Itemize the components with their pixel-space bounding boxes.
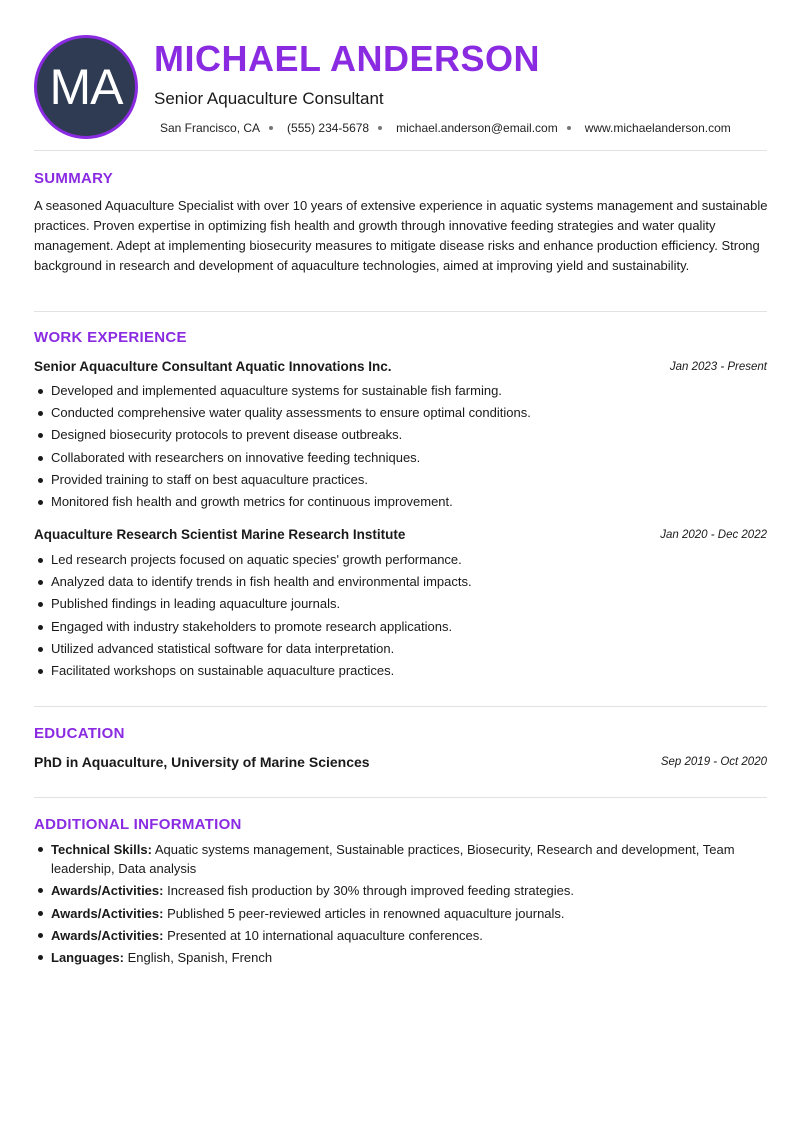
education-heading: EDUCATION bbox=[34, 725, 125, 742]
list-item: Utilized advanced statistical software for data interpretation. bbox=[34, 638, 769, 660]
item-value: Published 5 peer-reviewed articles in renowned aquaculture journals. bbox=[163, 905, 565, 921]
list-item: Monitored fish health and growth metrics for continuous improvement. bbox=[34, 491, 769, 513]
item-key: Awards/Activities: bbox=[51, 883, 164, 899]
separator-dot bbox=[269, 126, 273, 130]
summary-text: A seasoned Aquaculture Specialist with over 10 years of extensive experience in aquatic systems management and sustainable practices. Proven expertise in optimizing fish health and growth through innovative feeding strategies and water quality management. Adept at implementing biosecurity measures to mitigate disease risks and enhance production efficiency. Strong background in research and development of aquaculture technologies, aimed at improving yield and sustainability. bbox=[34, 198, 768, 273]
job-heading: Aquaculture Research Scientist Marine Research Institute bbox=[34, 527, 406, 542]
contact-website[interactable]: www.michaelanderson.com bbox=[584, 121, 731, 135]
additional-info-heading: ADDITIONAL INFORMATION bbox=[34, 816, 242, 833]
contact-phone: (555) 234-5678 bbox=[287, 121, 370, 135]
divider bbox=[34, 311, 767, 312]
job-bullets bbox=[34, 549, 769, 682]
item-value: Presented at 10 international aquaculture conferences. bbox=[163, 927, 483, 943]
divider bbox=[34, 706, 767, 707]
separator-dot bbox=[567, 126, 571, 130]
list-item bbox=[34, 926, 769, 945]
list-item bbox=[34, 840, 769, 878]
list-item: Engaged with industry stakeholders to promote research applications. bbox=[34, 616, 769, 638]
list-item: Facilitated workshops on sustainable aquaculture practices. bbox=[34, 660, 769, 682]
list-item: Provided training to staff on best aquaculture practices. bbox=[34, 469, 769, 491]
item-value: Increased fish production by 30% through improved feeding strategies. bbox=[163, 883, 574, 899]
contact-location: San Francisco, CA bbox=[160, 121, 261, 135]
item-value: Aquatic systems management, Sustainable practices, Biosecurity, Research and development, Team leadership, Data analysis bbox=[51, 842, 735, 876]
job-dates: Jan 2020 - Dec 2022 bbox=[660, 529, 767, 541]
job-bullets bbox=[34, 380, 769, 513]
item-key: Awards/Activities: bbox=[51, 905, 164, 921]
item-value: English, Spanish, French bbox=[123, 950, 273, 966]
job-heading: Senior Aquaculture Consultant Aquatic Innovations Inc. bbox=[34, 359, 392, 374]
summary-heading: SUMMARY bbox=[34, 170, 114, 187]
list-item bbox=[34, 881, 769, 900]
candidate-role: Senior Aquaculture Consultant bbox=[154, 89, 384, 108]
divider bbox=[34, 150, 767, 151]
education-dates: Sep 2019 - Oct 2020 bbox=[660, 756, 767, 768]
resume-header bbox=[0, 0, 800, 150]
item-key: Awards/Activities: bbox=[51, 927, 164, 943]
list-item: Published findings in leading aquaculture journals. bbox=[34, 593, 769, 615]
item-key: Technical Skills: bbox=[51, 842, 152, 857]
separator-dot bbox=[378, 126, 382, 130]
avatar: MA bbox=[34, 35, 138, 139]
list-item bbox=[34, 904, 769, 923]
item-key: Languages: bbox=[51, 950, 124, 966]
contact-email[interactable]: michael.anderson@email.com bbox=[396, 121, 558, 135]
list-item: Designed biosecurity protocols to prevent disease outbreaks. bbox=[34, 424, 769, 446]
list-item bbox=[34, 948, 769, 967]
divider bbox=[34, 797, 767, 798]
work-experience-heading: WORK EXPERIENCE bbox=[34, 329, 187, 346]
list-item: Analyzed data to identify trends in fish health and environmental impacts. bbox=[34, 571, 769, 593]
list-item: Collaborated with researchers on innovative feeding techniques. bbox=[34, 447, 769, 469]
candidate-name: MICHAEL ANDERSON bbox=[154, 38, 541, 79]
list-item: Led research projects focused on aquatic species' growth performance. bbox=[34, 549, 769, 571]
additional-info-list bbox=[34, 840, 769, 970]
degree: PhD in Aquaculture, University of Marine Sciences bbox=[34, 754, 370, 770]
list-item: Developed and implemented aquaculture systems for sustainable fish farming. bbox=[34, 380, 769, 402]
job-dates: Jan 2023 - Present bbox=[669, 361, 767, 373]
contact-line bbox=[160, 121, 731, 135]
list-item: Conducted comprehensive water quality assessments to ensure optimal conditions. bbox=[34, 402, 769, 424]
